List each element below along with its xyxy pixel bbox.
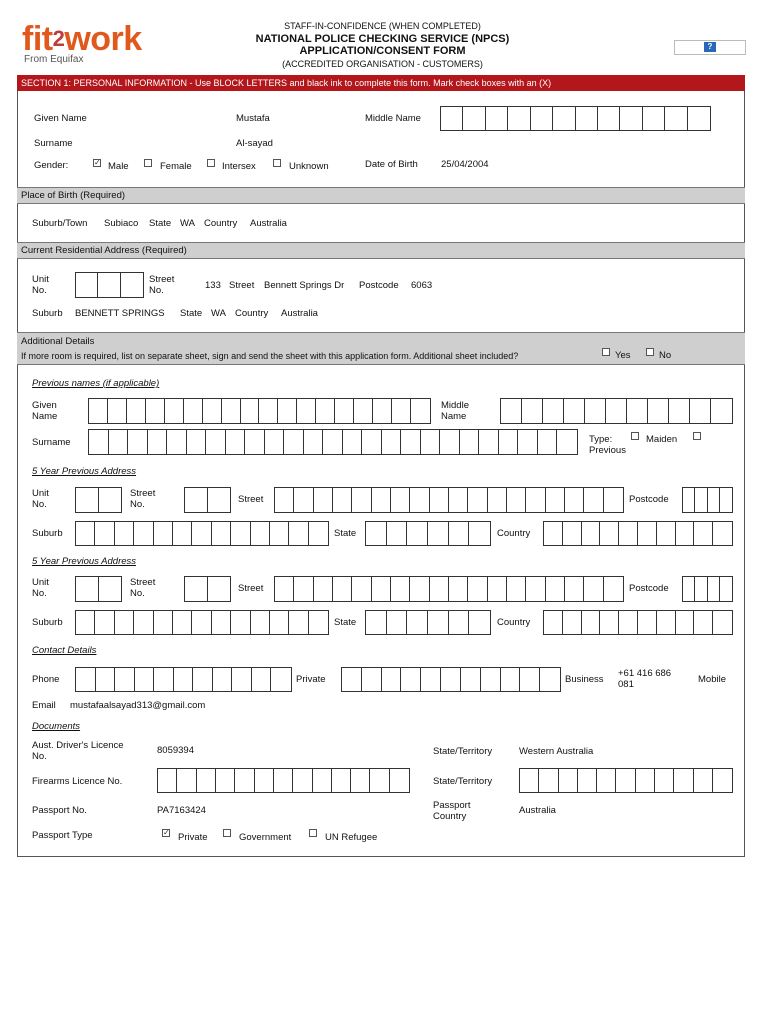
private-input[interactable] — [341, 667, 561, 692]
passport-type-label: Passport Type — [32, 830, 93, 841]
pa2-state-label: State — [334, 617, 357, 628]
cur-postcode-value: 6063 — [411, 280, 433, 291]
mobile-label: Mobile — [698, 674, 726, 685]
licence-state-label: State/Territory — [433, 746, 493, 757]
passport-country-value: Australia — [519, 805, 556, 816]
business-label: Business — [565, 674, 604, 685]
licence-label: Aust. Driver's Licence No. — [32, 740, 124, 762]
header-subtitle: APPLICATION/CONSENT FORM — [299, 45, 466, 57]
pa2-postcode-label: Postcode — [629, 583, 669, 594]
prev-middle-label: Middle Name — [441, 400, 469, 422]
surname-value: Al-sayad — [236, 138, 273, 149]
additional-no-checkbox[interactable] — [646, 348, 654, 356]
cur-street-label: Street — [229, 280, 255, 291]
passport-government-checkbox[interactable] — [223, 829, 231, 837]
pob-country-label: Country — [204, 218, 238, 229]
pa2-suburb-label: Suburb — [32, 617, 63, 628]
passport-country-label: Passport Country — [433, 800, 471, 822]
place-of-birth-header: Place of Birth (Required) — [17, 187, 745, 204]
header-title: NATIONAL POLICE CHECKING SERVICE (NPCS) — [255, 33, 510, 45]
passport-value: PA7163424 — [157, 805, 206, 816]
gender-unknown-label: Unknown — [289, 161, 329, 172]
pa1-state-label: State — [334, 528, 357, 539]
cur-street-no-value: 133 — [205, 280, 221, 291]
prev-address-2-heading: 5 Year Previous Address — [32, 556, 137, 567]
passport-government-label: Government — [239, 832, 292, 843]
prev-previous-checkbox[interactable] — [693, 432, 701, 440]
passport-unrefugee-checkbox[interactable] — [309, 829, 317, 837]
section1-header: SECTION 1: PERSONAL INFORMATION - Use BLOCK LETTERS and black ink to complete this form. Mark check boxes with an (X) — [17, 75, 745, 91]
pa2-suburb-input[interactable] — [75, 610, 329, 635]
pa2-street-no-input[interactable] — [184, 576, 231, 602]
pa1-suburb-input[interactable] — [75, 521, 329, 546]
cur-suburb-label: Suburb — [32, 308, 63, 319]
passport-private-checkbox[interactable]: ✓ — [163, 828, 170, 837]
gender-female-label: Female — [160, 161, 192, 172]
cur-suburb-value: BENNETT SPRINGS — [75, 308, 165, 319]
given-name-value: Mustafa — [236, 113, 270, 124]
pa1-street-label: Street — [238, 494, 264, 505]
pob-state-value: WA — [180, 218, 195, 229]
pa1-unit-label: Unit No. — [32, 488, 49, 510]
pob-suburb-value: Subiaco — [104, 218, 139, 229]
pa1-state-input[interactable] — [365, 521, 491, 546]
prev-maiden-label: Maiden — [646, 434, 678, 445]
current-address-header: Current Residential Address (Required) — [17, 242, 745, 259]
additional-details-header — [17, 332, 745, 365]
documents-heading: Documents — [32, 721, 81, 732]
gender-unknown-checkbox[interactable] — [273, 159, 281, 167]
prev-surname-label: Surname — [32, 437, 71, 448]
prev-given-input[interactable] — [88, 398, 431, 424]
phone-input[interactable] — [75, 667, 292, 692]
firearms-label: Firearms Licence No. — [32, 776, 123, 787]
pa2-street-label: Street — [238, 583, 264, 594]
pa1-street-no-input[interactable] — [184, 487, 231, 513]
gender-male-label: Male — [108, 161, 129, 172]
additional-title: Additional Details — [21, 336, 95, 347]
passport-private-label: Private — [178, 832, 208, 843]
gender-male-checkbox[interactable]: ✓ — [94, 158, 101, 167]
prev-given-label: Given Name — [32, 400, 58, 422]
firearms-input[interactable] — [157, 768, 410, 793]
pa1-street-no-label: Street No. — [130, 488, 156, 510]
middle-name-label: Middle Name — [365, 113, 421, 124]
additional-no-label: No — [659, 350, 672, 361]
cur-state-label: State — [180, 308, 203, 319]
given-name-label: Given Name — [34, 113, 87, 124]
help-field[interactable] — [674, 40, 746, 55]
prev-address-1-heading: 5 Year Previous Address — [32, 466, 137, 477]
pa1-street-input[interactable] — [274, 487, 624, 513]
gender-female-checkbox[interactable] — [144, 159, 152, 167]
gender-intersex-label: Intersex — [222, 161, 256, 172]
cur-country-label: Country — [235, 308, 269, 319]
additional-yes-checkbox[interactable] — [602, 348, 610, 356]
cur-unit-label: Unit No. — [32, 274, 49, 296]
phone-label: Phone — [32, 674, 60, 685]
cur-postcode-label: Postcode — [359, 280, 399, 291]
passport-label: Passport No. — [32, 805, 87, 816]
logo-text-fit: fit — [22, 20, 53, 58]
pa1-suburb-label: Suburb — [32, 528, 63, 539]
contact-heading: Contact Details — [32, 645, 97, 656]
email-value: mustafaalsayad313@gmail.com — [70, 700, 206, 711]
pa1-country-label: Country — [497, 528, 531, 539]
dob-label: Date of Birth — [365, 159, 418, 170]
email-label: Email — [32, 700, 56, 711]
logo-text-2: 2 — [52, 26, 65, 51]
cur-unit-input[interactable] — [75, 272, 144, 298]
pa1-postcode-label: Postcode — [629, 494, 669, 505]
firearms-state-input[interactable] — [519, 768, 733, 793]
header-confidential: STAFF-IN-CONFIDENCE (WHEN COMPLETED) — [284, 21, 481, 31]
help-icon[interactable]: ? — [704, 42, 716, 52]
passport-unrefugee-label: UN Refugee — [325, 832, 378, 843]
pa1-postcode-input[interactable] — [682, 487, 733, 513]
gender-label: Gender: — [34, 160, 69, 171]
prev-type-label: Type: — [589, 434, 613, 445]
cur-country-value: Australia — [281, 308, 318, 319]
fit2work-logo — [22, 22, 142, 65]
cur-street-no-label: Street No. — [149, 274, 175, 296]
private-label: Private — [296, 674, 326, 685]
pa1-country-input[interactable] — [543, 521, 733, 546]
middle-name-input[interactable] — [440, 106, 711, 131]
prev-maiden-checkbox[interactable] — [631, 432, 639, 440]
surname-label: Surname — [34, 138, 73, 149]
pa1-unit-input[interactable] — [75, 487, 122, 513]
prev-middle-input[interactable] — [500, 398, 733, 424]
business-value: +61 416 686 081 — [618, 668, 672, 690]
pa2-unit-input[interactable] — [75, 576, 122, 602]
prev-surname-input[interactable] — [88, 429, 578, 455]
pob-state-label: State — [149, 218, 172, 229]
pa2-state-input[interactable] — [365, 610, 491, 635]
pa2-street-no-label: Street No. — [130, 577, 156, 599]
pa2-country-label: Country — [497, 617, 531, 628]
licence-state-value: Western Australia — [519, 746, 594, 757]
pob-country-value: Australia — [250, 218, 287, 229]
pa2-unit-label: Unit No. — [32, 577, 49, 599]
header-org: (ACCREDITED ORGANISATION - CUSTOMERS) — [282, 59, 483, 69]
dob-value: 25/04/2004 — [441, 159, 489, 170]
firearms-state-label: State/Territory — [433, 776, 493, 787]
additional-yes-label: Yes — [615, 350, 631, 361]
gender-intersex-checkbox[interactable] — [207, 159, 215, 167]
logo-text-work: work — [64, 20, 142, 58]
additional-note: If more room is required, list on separate sheet, sign and send the sheet with this application form. Additional sheet included? — [21, 351, 519, 361]
pa2-country-input[interactable] — [543, 610, 733, 635]
logo-tagline: From Equifax — [24, 54, 84, 65]
licence-value: 8059394 — [157, 745, 194, 756]
pob-suburb-label: Suburb/Town — [32, 218, 88, 229]
previous-names-heading: Previous names (if applicable) — [32, 378, 160, 389]
pa2-street-input[interactable] — [274, 576, 624, 602]
cur-state-value: WA — [211, 308, 226, 319]
prev-previous-label: Previous — [589, 445, 626, 456]
pa2-postcode-input[interactable] — [682, 576, 733, 602]
cur-street-value: Bennett Springs Dr — [264, 280, 345, 291]
